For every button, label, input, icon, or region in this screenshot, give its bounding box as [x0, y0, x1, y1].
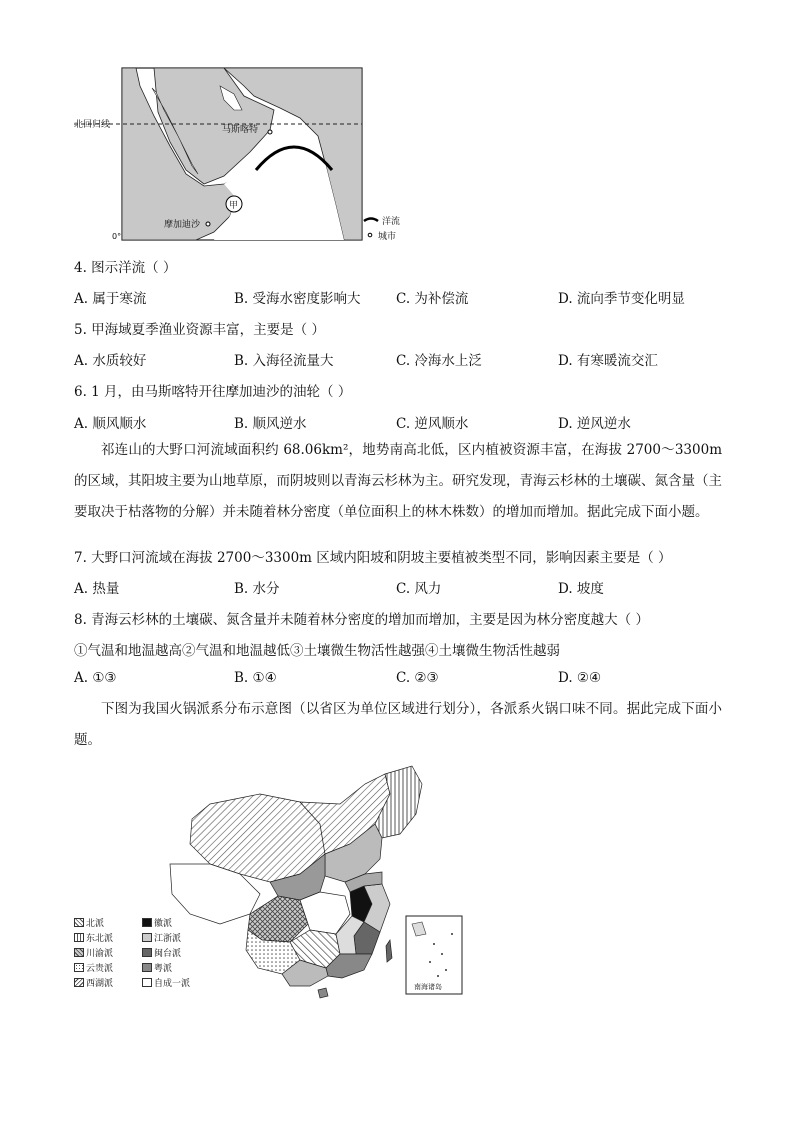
legend-item-mintaipai — [142, 946, 181, 959]
q4-option-b: B. 受海水密度影响大 — [234, 291, 361, 307]
q7-option-b: B. 水分 — [234, 581, 280, 597]
legend-label: 自成一派 — [154, 979, 191, 989]
q8-option-c: C. ②③ — [396, 670, 439, 686]
passage-qilian: 祁连山的大野口河流域面积约 68.06km²，地势南高北低，区内植被资源丰富，在海拔 2700～3300m 的区域，其阳坡主要为山地草原，而阴坡则以青海云杉林为主。研究发现，青海云杉林的土壤碳、氮含量（主要取决于枯落物的分解）并未随着林分密度（单位面积上的林木株数）的增加而增加。据此完成下面小题。 — [74, 442, 722, 520]
tropic-label: 北回归线 — [74, 120, 111, 130]
legend-swatch-yunguipai — [74, 963, 84, 972]
legend-item-chuanyupai — [74, 946, 113, 959]
legend-swatch-huipai — [142, 918, 152, 927]
legend-item-zichengyipai — [142, 976, 190, 989]
q8-option-d: D. ②④ — [558, 670, 602, 686]
q5-option-a: A. 水质较好 — [74, 353, 147, 369]
legend-label: 川渝派 — [86, 949, 114, 959]
q6-option-c: C. 逆风顺水 — [396, 416, 469, 432]
q4-option-c: C. 为补偿流 — [396, 291, 469, 307]
legend-label: 粤派 — [154, 964, 173, 974]
q7-option-c: C. 风力 — [396, 581, 442, 597]
legend-item-dongbeipai — [74, 931, 113, 944]
q4-stem: 4. 图示洋流（ ） — [74, 260, 177, 276]
arabian-sea-map — [74, 66, 414, 246]
q8-statements: ①气温和地温越高②气温和地温越低③土壤微生物活性越强④土壤微生物活性越弱 — [74, 643, 560, 659]
legend-swatch-yuepai — [142, 963, 152, 972]
legend-label: 西湖派 — [86, 979, 114, 989]
q4-option-d: D. 流向季节变化明显 — [558, 291, 685, 307]
legend-label: 云贵派 — [86, 964, 114, 974]
legend-swatch-jiangzhepai — [142, 933, 152, 942]
legend-label: 东北派 — [86, 934, 114, 944]
q7-option-d: D. 坡度 — [558, 581, 604, 597]
legend-swatch-xihupai — [74, 978, 84, 987]
q6-option-b: B. 顺风逆水 — [234, 416, 307, 432]
city-mogadishu-label: 摩加迪沙 — [164, 220, 201, 230]
q5-option-c: C. 冷海水上泛 — [396, 353, 482, 369]
legend-current-label: 洋流 — [382, 217, 401, 227]
legend-label: 闽台派 — [154, 949, 182, 959]
q8-option-b: B. ①④ — [234, 670, 277, 686]
legend-item-jiangzhepai — [142, 931, 181, 944]
q5-option-d: D. 有寒暖流交汇 — [558, 353, 658, 369]
point-jia-label: 甲 — [229, 201, 239, 211]
legend-swatch-zichengyipai — [142, 978, 152, 987]
legend-item-yunguipai — [74, 961, 113, 974]
legend-item-huipai — [142, 916, 172, 929]
q5-stem: 5. 甲海域夏季渔业资源丰富，主要是（ ） — [74, 322, 325, 338]
q6-stem: 6. 1 月，由马斯喀特开往摩加迪沙的油轮（ ） — [74, 384, 352, 400]
legend-item-beipai — [74, 916, 104, 929]
q8-option-a: A. ①③ — [74, 670, 117, 686]
legend-label: 徽派 — [154, 919, 173, 929]
passage-hotpot: 下图为我国火锅派系分布示意图（以省区为单位区域进行划分），各派系火锅口味不同。据此完成下面小题。 — [74, 701, 722, 748]
china-hotpot-map — [86, 764, 470, 1000]
q6-option-d: D. 逆风逆水 — [558, 416, 631, 432]
q5-option-b: B. 入海径流量大 — [234, 353, 334, 369]
q7-stem: 7. 大野口河流域在海拔 2700～3300m 区域内阳坡和阴坡主要植被类型不同，影响因素主要是（ ） — [74, 550, 672, 566]
q4-option-a: A. 属于寒流 — [74, 291, 147, 307]
legend-label: 江浙派 — [154, 934, 182, 944]
q6-option-a: A. 顺风顺水 — [74, 416, 147, 432]
q7-option-a: A. 热量 — [74, 581, 120, 597]
legend-swatch-mintaipai — [142, 948, 152, 957]
equator-label: 0° — [112, 232, 122, 241]
q8-stem: 8. 青海云杉林的土壤碳、氮含量并未随着林分密度的增加而增加，主要是因为林分密度越大（ ） — [74, 612, 649, 628]
city-muscat-label: 马斯喀特 — [222, 125, 259, 135]
legend-swatch-dongbeipai — [74, 933, 84, 942]
legend-item-yuepai — [142, 961, 172, 974]
map-legend — [74, 916, 224, 996]
legend-swatch-beipai — [74, 918, 84, 927]
legend-city-label: 城市 — [378, 232, 397, 242]
legend-label: 北派 — [86, 919, 105, 929]
legend-item-xihupai — [74, 976, 113, 989]
legend-swatch-chuanyupai — [74, 948, 84, 957]
inset-label: 南海诸岛 — [414, 983, 442, 991]
